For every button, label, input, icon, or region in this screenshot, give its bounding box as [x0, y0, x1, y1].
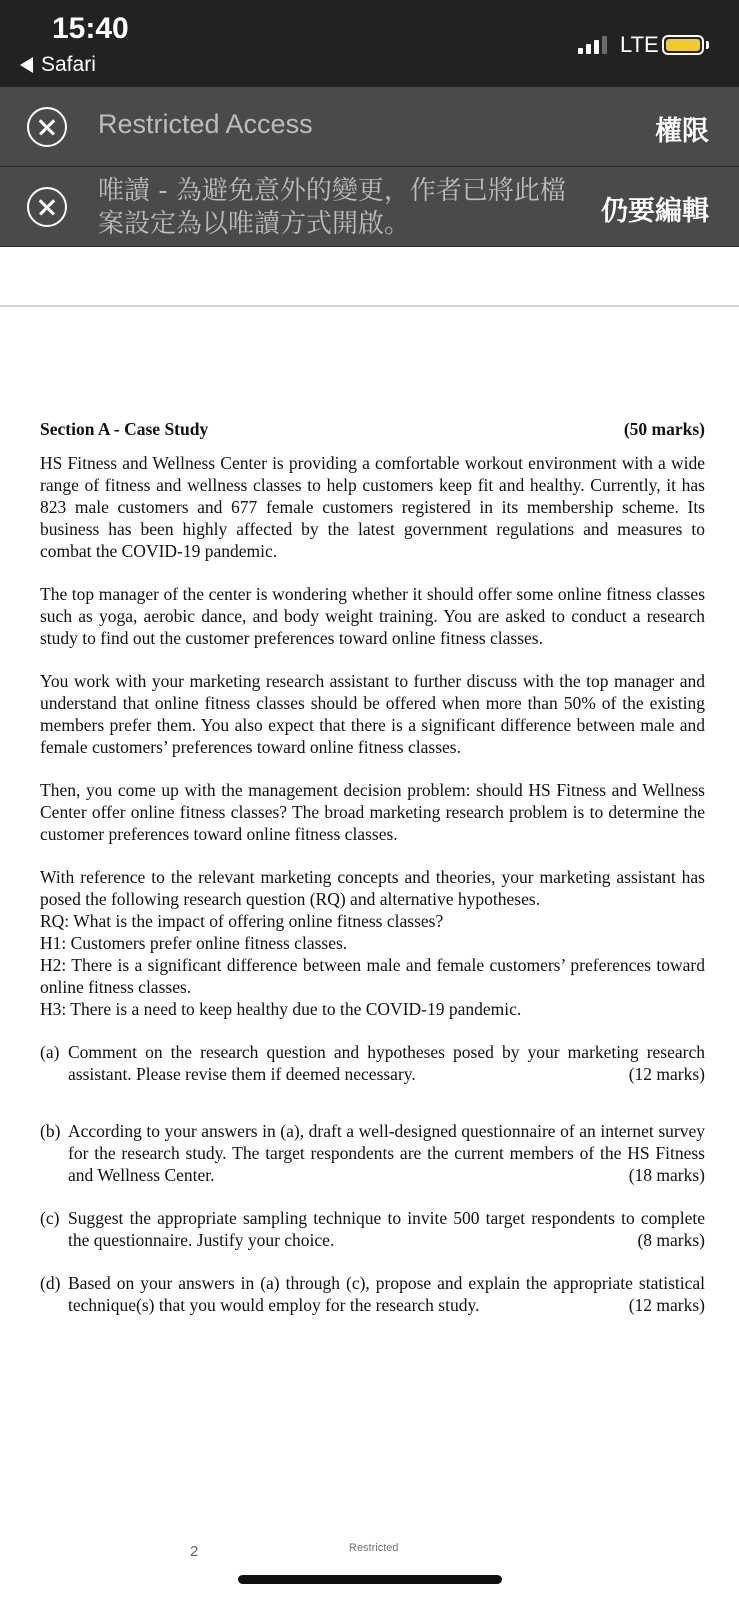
question-b [40, 1120, 705, 1186]
back-arrow-icon [20, 57, 33, 73]
question-label: (d) [40, 1273, 61, 1293]
question-label: (b) [40, 1121, 61, 1141]
paragraph: The top manager of the center is wondering whether it should offer some online fitness classes such as yoga, aerobic dance, and body weight training. You are asked to conduct a research study to find out the customer preferences toward online fitness classes. [40, 584, 705, 648]
question-marks: (12 marks) [628, 1295, 705, 1315]
document-page [40, 418, 705, 1337]
section-header [40, 418, 705, 440]
hypothesis-h3: H3: There is a need to keep healthy due to the COVID-19 pandemic. [40, 999, 522, 1019]
divider [0, 305, 739, 307]
question-text: Based on your answers in (a) through (c), propose and explain the appropriate statistical technique(s) that you would employ for the research study. [68, 1273, 705, 1315]
back-to-safari-button[interactable] [20, 53, 96, 77]
question-text: Suggest the appropriate sampling technique to invite 500 target respondents to complete the questionnaire. Justify your choice. [68, 1208, 705, 1250]
section-title: Section A - Case Study [40, 419, 209, 439]
paragraph: HS Fitness and Wellness Center is providing a comfortable workout environment with a wide range of fitness and wellness classes to help customers keep fit and healthy. Currently, it has 823 male customers and 677 female customers registered in its membership scheme. Its business has been highly affected by the latest government regulations and measures to combat the COVID-19 pandemic. [40, 453, 705, 561]
edit-anyway-button[interactable]: 仍要編輯 [601, 196, 709, 227]
question-d [40, 1272, 705, 1316]
read-only-message: 唯讀 - 為避免意外的變更，作者已將此檔案設定為以唯讀方式開啟。 [98, 176, 566, 239]
permissions-button[interactable]: 權限 [655, 116, 709, 147]
page-number: 2 [190, 1543, 199, 1560]
section-marks: (50 marks) [623, 419, 705, 439]
network-type: LTE [620, 32, 659, 57]
question-marks: (8 marks) [637, 1230, 705, 1250]
hypothesis-h1: H1: Customers prefer online fitness classes. [40, 933, 348, 953]
question-c [40, 1207, 705, 1251]
back-label: Safari [41, 53, 96, 76]
question-label: (a) [40, 1042, 60, 1062]
research-question: RQ: What is the impact of offering online fitness classes? [40, 911, 444, 931]
battery-icon [662, 35, 704, 55]
cellular-signal-icon [578, 36, 607, 54]
paragraph: Then, you come up with the management decision problem: should HS Fitness and Wellness Center offer online fitness classes? The broad marketing research problem is to determine the customer preferences toward online fitness classes. [40, 780, 705, 844]
question-marks: (12 marks) [628, 1064, 705, 1084]
hypotheses-block [40, 866, 705, 1020]
status-bar [0, 0, 739, 87]
close-icon[interactable] [27, 187, 67, 227]
read-only-banner [0, 167, 739, 247]
paragraph: You work with your marketing research assistant to further discuss with the top manager and understand that online fitness classes should be offered when more than 50% of the existing members prefer them. You also expect that there is a significant difference between male and female customers’ preferences toward online fitness classes. [40, 671, 705, 757]
question-marks: (18 marks) [628, 1165, 705, 1185]
sensitivity-label: Restricted [349, 1542, 399, 1554]
question-text: According to your answers in (a), draft a well-designed questionnaire of an internet survey for the research study. The target respondents are the current members of the HS Fitness and Wellness Center. [68, 1121, 705, 1185]
question-label: (c) [40, 1208, 60, 1228]
banner-title: Restricted Access [98, 109, 313, 139]
battery-tip [706, 41, 709, 49]
question-text: Comment on the research question and hypotheses posed by your marketing research assistant. Please revise them if deemed necessary. [68, 1042, 705, 1084]
status-time: 15:40 [52, 12, 129, 45]
hypotheses-intro: With reference to the relevant marketing concepts and theories, your marketing assistant has posed the following research question (RQ) and alternative hypotheses. [40, 867, 705, 909]
hypothesis-h2: H2: There is a significant difference between male and female customers’ preferences toward online fitness classes. [40, 955, 705, 997]
home-indicator[interactable] [238, 1575, 502, 1584]
close-icon[interactable] [27, 107, 67, 147]
question-a [40, 1041, 705, 1085]
restricted-access-banner [0, 87, 739, 167]
